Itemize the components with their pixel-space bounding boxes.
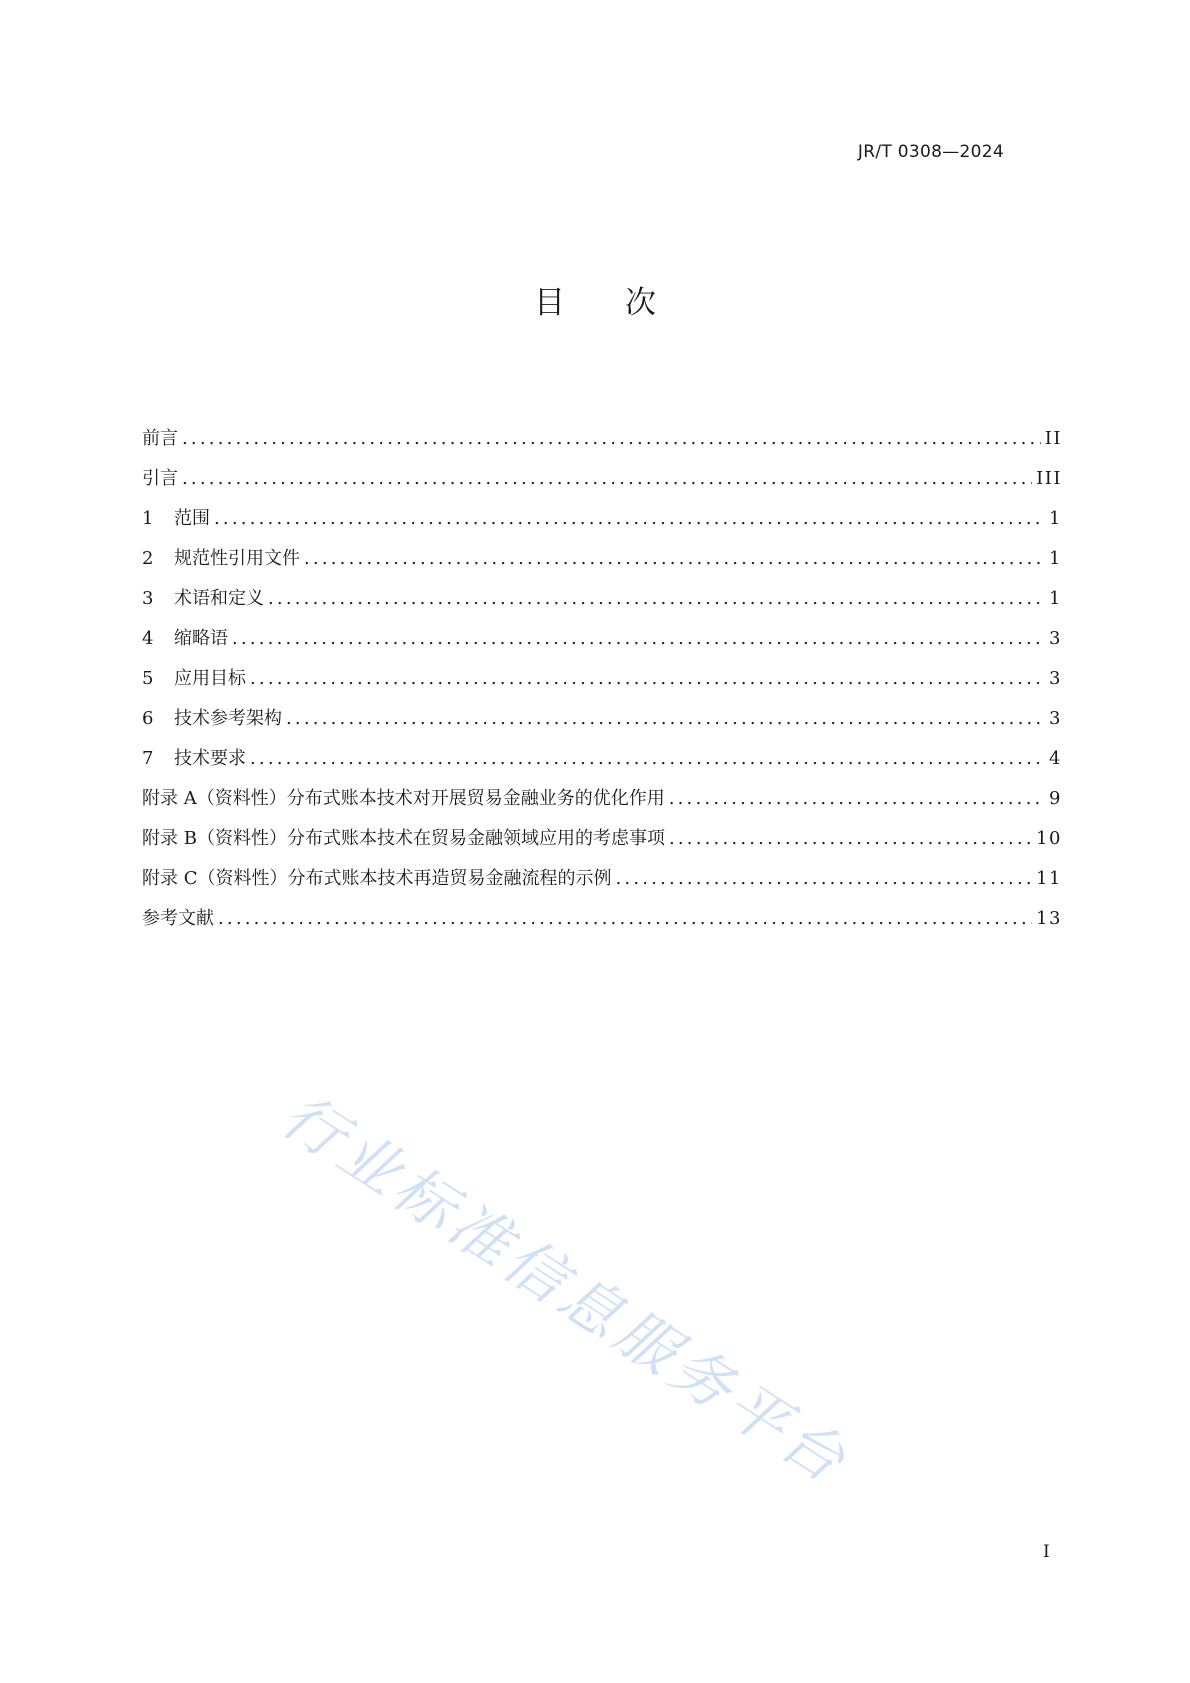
toc-entry-number: 4 [142, 628, 154, 649]
leader-dots [232, 619, 1045, 659]
toc-entry-scope[interactable] [142, 499, 1062, 539]
toc-entry-label: 规范性引用文件 [174, 548, 300, 569]
toc-entry-number: 2 [142, 548, 154, 569]
toc-entry-appendix-a[interactable] [142, 779, 1062, 819]
toc-entry-label: 术语和定义 [174, 588, 264, 609]
toc-entry-introduction[interactable] [142, 459, 1062, 499]
leader-dots [304, 539, 1045, 579]
toc-entry-page: 13 [1036, 908, 1062, 929]
leader-dots [669, 819, 1032, 859]
toc-entry-label: 技术要求 [174, 748, 246, 769]
toc-entry-page: III [1036, 468, 1062, 489]
toc-entry-number: 7 [142, 748, 154, 769]
toc-entry-page: 3 [1049, 708, 1062, 729]
toc-entry-page: 10 [1036, 828, 1062, 849]
toc-entry-label: 附录 B（资料性）分布式账本技术在贸易金融领域应用的考虑事项 [142, 828, 665, 849]
toc-entry-page: II [1044, 428, 1062, 449]
toc-entry-page: 4 [1049, 748, 1062, 769]
page-title [0, 285, 1190, 321]
toc-entry-appendix-c[interactable] [142, 859, 1062, 899]
toc-entry-bibliography[interactable] [142, 899, 1062, 939]
toc-entry-foreword[interactable] [142, 419, 1062, 459]
toc-entry-page: 9 [1049, 788, 1062, 809]
toc-entry-reference-architecture[interactable] [142, 699, 1062, 739]
toc-entry-page: 1 [1049, 548, 1062, 569]
toc-entry-label: 范围 [174, 508, 210, 529]
toc-entry-appendix-b[interactable] [142, 819, 1062, 859]
leader-dots [214, 499, 1045, 539]
toc-entry-page: 1 [1049, 588, 1062, 609]
toc-entry-label: 缩略语 [174, 628, 228, 649]
toc-entry-label: 参考文献 [142, 908, 214, 929]
toc-entry-number: 1 [142, 508, 154, 529]
toc-entry-label: 引言 [142, 468, 178, 489]
leader-dots [218, 899, 1032, 939]
page-number: I [1043, 1542, 1050, 1562]
toc-entry-page: 1 [1049, 508, 1062, 529]
toc-entry-normative-references[interactable] [142, 539, 1062, 579]
leader-dots [268, 579, 1045, 619]
toc-entry-abbreviations[interactable] [142, 619, 1062, 659]
toc-entry-label: 附录 C（资料性）分布式账本技术再造贸易金融流程的示例 [142, 868, 612, 889]
leader-dots [250, 739, 1045, 779]
toc-entry-number: 3 [142, 588, 154, 609]
toc-entry-technical-requirements[interactable] [142, 739, 1062, 779]
toc-entry-page: 11 [1036, 868, 1062, 889]
toc-entry-label: 技术参考架构 [174, 708, 282, 729]
toc-entry-terms-definitions[interactable] [142, 579, 1062, 619]
watermark: 行业标准信息服务平台 [269, 1080, 862, 1499]
leader-dots [182, 459, 1032, 499]
standard-code: JR/T 0308—2024 [857, 142, 1004, 162]
title-char-2: 次 [625, 285, 656, 321]
toc-entry-page: 3 [1049, 628, 1062, 649]
table-of-contents [142, 419, 1062, 939]
leader-dots [616, 859, 1033, 899]
leader-dots [250, 659, 1045, 699]
toc-entry-number: 6 [142, 708, 154, 729]
leader-dots [669, 779, 1045, 819]
toc-entry-number: 5 [142, 668, 154, 689]
toc-entry-label: 前言 [142, 428, 178, 449]
leader-dots [182, 419, 1041, 459]
toc-entry-label: 应用目标 [174, 668, 246, 689]
toc-entry-label: 附录 A（资料性）分布式账本技术对开展贸易金融业务的优化作用 [142, 788, 665, 809]
title-char-1: 目 [534, 285, 565, 321]
toc-entry-application-goals[interactable] [142, 659, 1062, 699]
leader-dots [286, 699, 1045, 739]
toc-entry-page: 3 [1049, 668, 1062, 689]
